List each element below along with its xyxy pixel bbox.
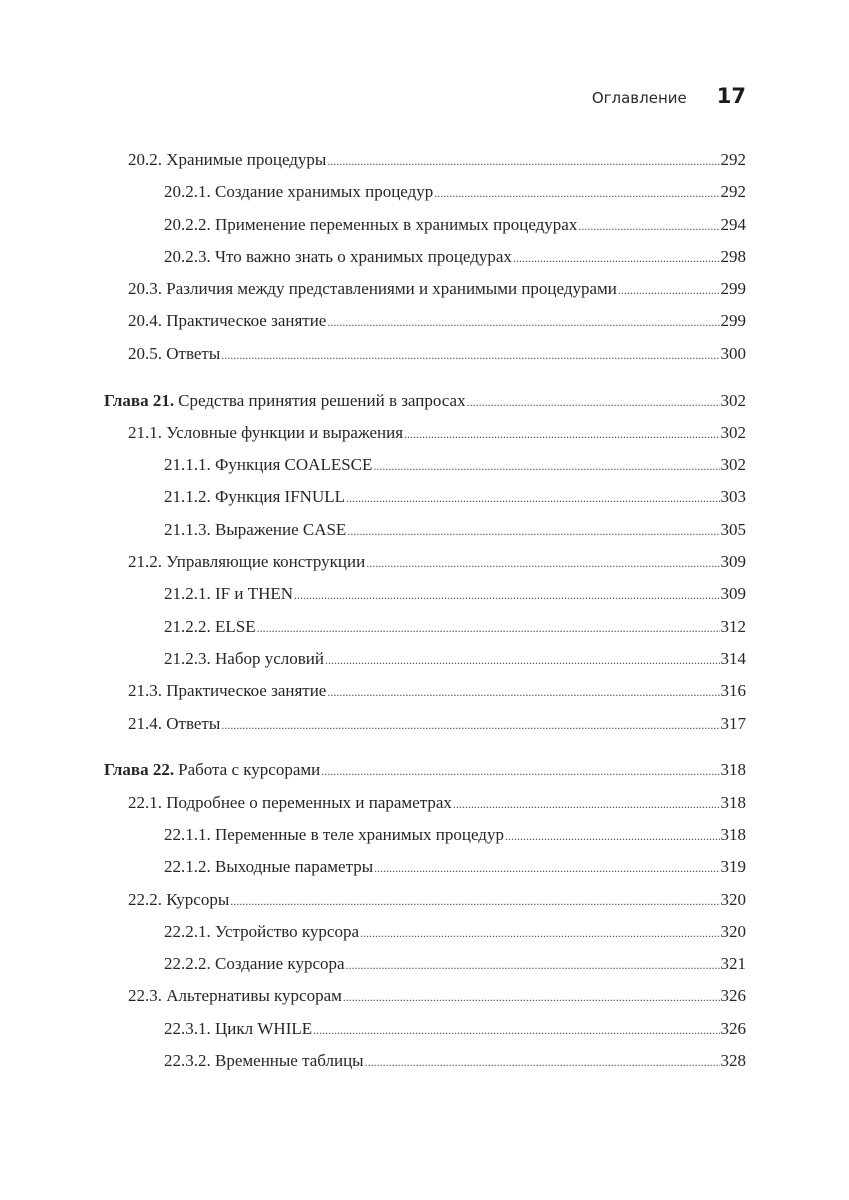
page-ref: 302 (720, 422, 746, 442)
toc-section-20-continued (104, 144, 746, 370)
toc-entry[interactable] (104, 338, 746, 370)
entry-title: 20.3. Различия между представлениями и хранимыми процедурами (128, 279, 617, 299)
entry-title: 22.2.1. Устройство курсора (164, 921, 360, 941)
entry-title: 22.1.1. Переменные в теле хранимых процедур (164, 824, 504, 844)
chapter-title: Средства принятия решений в запросах (178, 390, 466, 410)
dot-leader (343, 981, 720, 1013)
dot-leader (294, 579, 719, 611)
toc-entry[interactable] (104, 144, 746, 176)
entry-title: 21.2. Управляющие конструкции (128, 552, 366, 572)
entry-title: 21.4. Ответы (128, 713, 221, 733)
dot-leader (346, 482, 720, 514)
dot-leader (221, 339, 719, 371)
entry-title: 20.2.1. Создание хранимых процедур (164, 182, 434, 202)
dot-leader (230, 885, 719, 917)
entry-title: 22.1. Подробнее о переменных и параметрах (128, 792, 452, 812)
toc-entry[interactable] (104, 578, 746, 610)
toc-entry[interactable] (104, 884, 746, 916)
toc-entry[interactable] (104, 708, 746, 740)
toc-entry[interactable] (104, 176, 746, 208)
toc-entry[interactable] (104, 449, 746, 481)
toc-entry[interactable] (104, 241, 746, 273)
entry-title: 22.2.2. Создание курсора (164, 954, 345, 974)
toc-entry[interactable] (104, 209, 746, 241)
page-ref: 314 (720, 648, 746, 668)
toc-entry[interactable] (104, 546, 746, 578)
page-ref: 326 (720, 1018, 746, 1038)
entry-title: 22.1.2. Выходные параметры (164, 857, 374, 877)
page-ref: 302 (720, 455, 746, 475)
page-ref: 328 (720, 1051, 746, 1071)
dot-leader (327, 145, 719, 177)
page-ref: 292 (720, 150, 746, 169)
page-ref: 318 (720, 824, 746, 844)
entry-title: 21.1.3. Выражение CASE (164, 519, 347, 539)
dot-leader (505, 820, 720, 852)
entry-title: 20.2. Хранимые процедуры (128, 150, 327, 169)
running-title: Оглавление (591, 89, 687, 107)
toc-entry[interactable] (104, 481, 746, 513)
page-ref: 316 (720, 681, 746, 701)
toc-entry[interactable] (104, 643, 746, 675)
section-gap (104, 740, 746, 755)
dot-leader (513, 242, 720, 274)
page-ref: 326 (720, 986, 746, 1006)
dot-leader (360, 917, 719, 949)
toc-entry[interactable] (104, 819, 746, 851)
page-ref: 319 (720, 857, 746, 877)
dot-leader (325, 644, 720, 676)
toc-entry[interactable] (104, 417, 746, 449)
toc-entry[interactable] (104, 305, 746, 337)
entry-title: 21.1. Условные функции и выражения (128, 422, 404, 442)
entry-title: 22.2. Курсоры (128, 889, 230, 909)
page-header (592, 84, 746, 108)
dot-leader (578, 210, 719, 242)
toc-entry[interactable] (104, 675, 746, 707)
page-ref: 320 (720, 889, 746, 909)
toc-entry[interactable] (104, 980, 746, 1012)
entry-title: 21.2.1. IF и THEN (164, 584, 294, 604)
entry-title: 20.4. Практическое занятие (128, 311, 327, 331)
entry-title: 20.5. Ответы (128, 343, 221, 363)
chapter-label: Глава 21. (104, 390, 175, 410)
dot-leader (467, 386, 720, 418)
toc-entry[interactable] (104, 273, 746, 305)
chapter-heading-22[interactable] (104, 754, 746, 786)
page-ref: 309 (720, 584, 746, 604)
dot-leader (365, 1046, 720, 1078)
dot-leader (366, 547, 719, 579)
entry-title: 20.2.3. Что важно знать о хранимых процедурах (164, 246, 512, 266)
dot-leader (346, 949, 720, 981)
entry-title: 21.1.1. Функция COALESCE (164, 455, 373, 475)
entry-title: 21.2.2. ELSE (164, 616, 256, 636)
entry-title: 21.2.3. Набор условий (164, 648, 324, 668)
page-ref: 299 (720, 279, 746, 299)
toc-entry[interactable] (104, 1013, 746, 1045)
dot-leader (221, 709, 719, 741)
page-ref: 320 (720, 921, 746, 941)
dot-leader (374, 852, 719, 884)
dot-leader (327, 676, 719, 708)
entry-title: 22.3. Альтернативы курсорам (128, 986, 342, 1006)
chapter-title: Работа с курсорами (178, 760, 321, 780)
toc-chapter-22 (104, 754, 746, 1077)
page-ref: 305 (720, 519, 746, 539)
toc-entry[interactable] (104, 916, 746, 948)
page-ref: 303 (720, 487, 746, 507)
entry-title: 22.3.1. Цикл WHILE (164, 1018, 313, 1038)
dot-leader (618, 274, 720, 306)
dot-leader (321, 755, 719, 787)
entry-title: 21.1.2. Функция IFNULL (164, 487, 345, 507)
dot-leader (404, 418, 719, 450)
chapter-label: Глава 22. (104, 760, 175, 780)
entry-title: 20.2.2. Применение переменных в хранимых процедурах (164, 214, 578, 234)
page-ref: 300 (720, 343, 746, 363)
toc-entry[interactable] (104, 611, 746, 643)
toc-entry[interactable] (104, 787, 746, 819)
toc-entry[interactable] (104, 514, 746, 546)
dot-leader (453, 788, 720, 820)
page-ref: 302 (720, 390, 746, 410)
dot-leader (313, 1014, 719, 1046)
dot-leader (373, 450, 719, 482)
page-ref: 298 (720, 246, 746, 266)
page-ref: 299 (720, 311, 746, 331)
dot-leader (347, 515, 719, 547)
page-ref: 321 (720, 954, 746, 974)
page-ref: 312 (720, 616, 746, 636)
page-number: 17 (716, 84, 746, 108)
dot-leader (327, 306, 719, 338)
chapter-heading-21[interactable] (104, 385, 746, 417)
table-of-contents (104, 144, 746, 1077)
entry-title: 21.3. Практическое занятие (128, 681, 327, 701)
section-gap (104, 370, 746, 385)
toc-entry[interactable] (104, 948, 746, 980)
page-ref: 292 (720, 182, 746, 202)
page-ref: 309 (720, 552, 746, 572)
chapter-21-entries (104, 417, 746, 740)
page-ref: 317 (720, 713, 746, 733)
page-ref: 294 (720, 214, 746, 234)
dot-leader (434, 177, 719, 209)
entry-title: 22.3.2. Временные таблицы (164, 1051, 364, 1071)
chapter-22-entries (104, 787, 746, 1078)
toc-entry[interactable] (104, 1045, 746, 1077)
toc-entry[interactable] (104, 851, 746, 883)
page-ref: 318 (720, 792, 746, 812)
page-ref: 318 (720, 760, 746, 780)
toc-chapter-21 (104, 385, 746, 740)
dot-leader (257, 612, 720, 644)
